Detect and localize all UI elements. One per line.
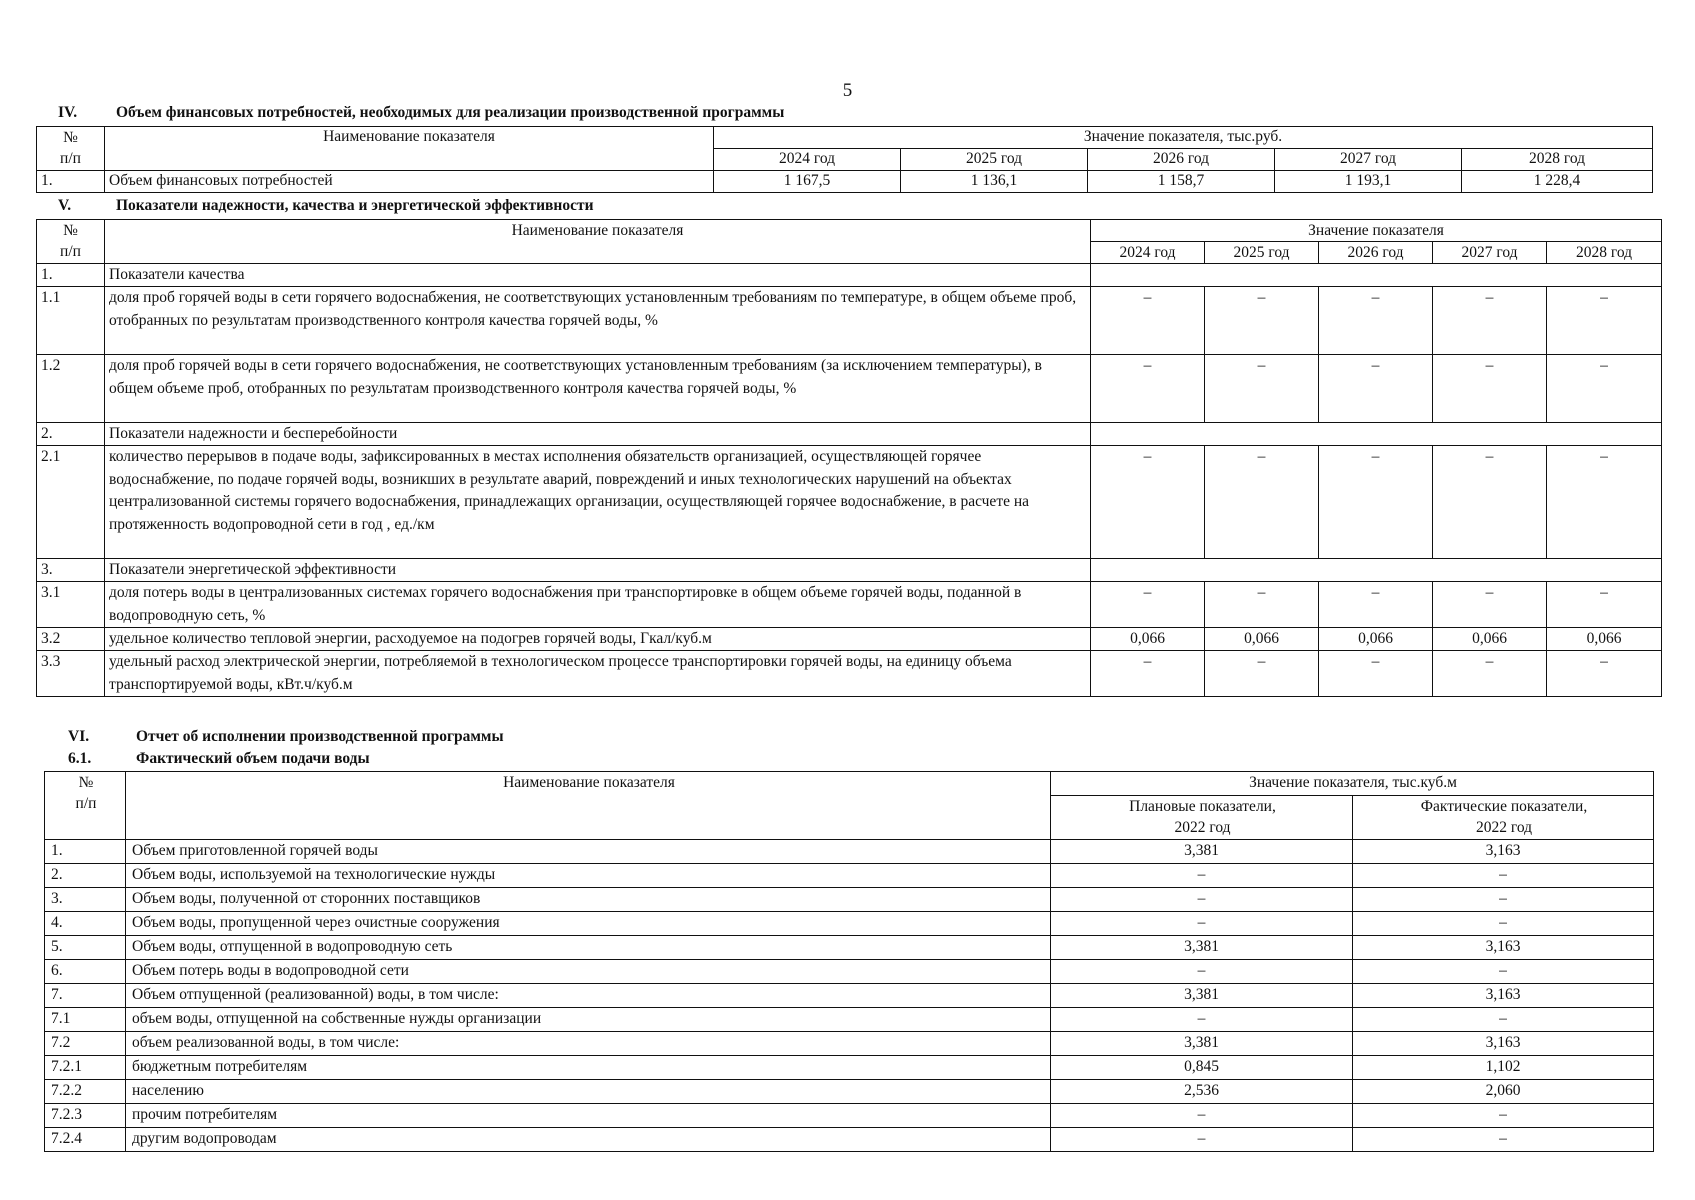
row-value: –: [1319, 582, 1433, 628]
row-value: –: [1433, 355, 1547, 423]
group-row-empty: [1091, 264, 1662, 287]
table-row: [45, 1007, 1654, 1031]
row-number: 3.2: [37, 628, 105, 651]
table-row: [37, 582, 1662, 628]
table-row: [45, 1055, 1654, 1079]
row-fact: 3,163: [1353, 839, 1654, 863]
row-name: Показатели энергетической эффективности: [105, 559, 1091, 582]
row-name: Показатели надежности и бесперебойности: [105, 423, 1091, 446]
row-value: –: [1547, 287, 1662, 355]
section-6-number: VI.: [68, 728, 90, 745]
row-value: –: [1319, 355, 1433, 423]
section-5-title: Показатели надежности, качества и энергетической эффективности: [116, 197, 594, 214]
row-number: 1.1: [37, 287, 105, 355]
col-header-plan: Плановые показатели, 2022 год: [1051, 795, 1353, 839]
row-fact: –: [1353, 911, 1654, 935]
row-name: Показатели качества: [105, 264, 1091, 287]
row-value: –: [1433, 582, 1547, 628]
row-value: 1 158,7: [1088, 171, 1275, 193]
section-6-title: Отчет об исполнении производственной программы: [136, 728, 504, 745]
row-value: 1 228,4: [1462, 171, 1653, 193]
table-row: [45, 1031, 1654, 1055]
row-value: –: [1433, 446, 1547, 559]
row-value: –: [1319, 651, 1433, 697]
row-number: 5.: [45, 935, 126, 959]
col-header-no: № п/п: [37, 127, 105, 171]
row-value: 0,066: [1091, 628, 1205, 651]
col-header-year: 2025 год: [1205, 242, 1319, 264]
row-number: 2.: [37, 423, 105, 446]
row-name: удельное количество тепловой энергии, расходуемое на подогрев горячей воды, Гкал/куб.м: [105, 628, 1091, 651]
row-value: –: [1205, 355, 1319, 423]
row-number: 3.: [37, 559, 105, 582]
col-header-year: 2027 год: [1275, 149, 1462, 171]
row-name: Объем отпущенной (реализованной) воды, в том числе:: [126, 983, 1051, 1007]
row-value: –: [1091, 651, 1205, 697]
col-header-year: 2028 год: [1547, 242, 1662, 264]
row-value: –: [1091, 446, 1205, 559]
table-row: [37, 355, 1662, 423]
section-4-heading: [58, 104, 784, 122]
table-row: [37, 171, 1653, 193]
row-number: 1.: [37, 264, 105, 287]
row-number: 1.: [37, 171, 105, 193]
row-plan: –: [1051, 1103, 1353, 1127]
table-row: [45, 983, 1654, 1007]
row-number: 7.: [45, 983, 126, 1007]
row-number: 7.2.1: [45, 1055, 126, 1079]
row-name: количество перерывов в подаче воды, зафиксированных в местах исполнения обязательств организацией, осуществляющей горячее водоснабжение, по подаче горячей воды, возникших в результате аварий, повреждений и иных технологических нарушений на объектах централизованной системы горячего водоснабжения, принадлежащих организации, осуществляющей горячее водоснабжение, в расчете на протяженность водопроводной сети в год , ед./км: [105, 446, 1091, 559]
row-plan: –: [1051, 887, 1353, 911]
row-name: объем реализованной воды, в том числе:: [126, 1031, 1051, 1055]
row-plan: 0,845: [1051, 1055, 1353, 1079]
row-value: –: [1547, 446, 1662, 559]
row-value: –: [1433, 651, 1547, 697]
row-name: Объем воды, используемой на технологические нужды: [126, 863, 1051, 887]
table-row: [45, 887, 1654, 911]
table-row: [37, 651, 1662, 697]
row-number: 1.2: [37, 355, 105, 423]
row-number: 7.2.3: [45, 1103, 126, 1127]
row-plan: 3,381: [1051, 839, 1353, 863]
table-row: [45, 959, 1654, 983]
col-header-value-group: Значение показателя: [1091, 220, 1662, 242]
row-value: –: [1547, 651, 1662, 697]
row-plan: –: [1051, 1007, 1353, 1031]
table-group-row: [37, 559, 1662, 582]
row-number: 7.2: [45, 1031, 126, 1055]
row-value: –: [1547, 582, 1662, 628]
row-name: прочим потребителям: [126, 1103, 1051, 1127]
section-4-number: IV.: [58, 104, 78, 121]
section-6-1-title: Фактический объем подачи воды: [136, 750, 370, 767]
table-row: [45, 863, 1654, 887]
row-value: –: [1433, 287, 1547, 355]
row-value: 0,066: [1433, 628, 1547, 651]
section-6-heading: [68, 728, 504, 746]
col-header-year: 2028 год: [1462, 149, 1653, 171]
row-plan: –: [1051, 1127, 1353, 1151]
table-row: [45, 935, 1654, 959]
row-number: 6.: [45, 959, 126, 983]
row-value: –: [1205, 582, 1319, 628]
row-plan: –: [1051, 959, 1353, 983]
row-plan: 2,536: [1051, 1079, 1353, 1103]
reliability-quality-table: [36, 219, 1662, 697]
row-value: –: [1205, 287, 1319, 355]
row-number: 2.1: [37, 446, 105, 559]
row-value: 0,066: [1547, 628, 1662, 651]
row-number: 7.2.4: [45, 1127, 126, 1151]
row-value: 0,066: [1205, 628, 1319, 651]
col-header-value-group: Значение показателя, тыс.руб.: [714, 127, 1653, 149]
row-plan: –: [1051, 911, 1353, 935]
row-fact: 3,163: [1353, 935, 1654, 959]
col-header-name: Наименование показателя: [105, 127, 714, 171]
row-number: 3.1: [37, 582, 105, 628]
section-6-1-number: 6.1.: [68, 750, 92, 767]
row-fact: 2,060: [1353, 1079, 1654, 1103]
row-value: –: [1091, 287, 1205, 355]
col-header-fact: Фактические показатели, 2022 год: [1353, 795, 1654, 839]
row-value: –: [1091, 355, 1205, 423]
row-number: 4.: [45, 911, 126, 935]
row-fact: –: [1353, 887, 1654, 911]
row-number: 2.: [45, 863, 126, 887]
table-group-row: [37, 264, 1662, 287]
col-header-year: 2026 год: [1088, 149, 1275, 171]
row-name: Объем воды, пропущенной через очистные сооружения: [126, 911, 1051, 935]
table-row: [37, 287, 1662, 355]
table-row: [37, 446, 1662, 559]
col-header-year: 2026 год: [1319, 242, 1433, 264]
row-plan: 3,381: [1051, 1031, 1353, 1055]
row-name: населению: [126, 1079, 1051, 1103]
table-row: [45, 1103, 1654, 1127]
row-name: другим водопроводам: [126, 1127, 1051, 1151]
section-4-title: Объем финансовых потребностей, необходимых для реализации производственной программы: [116, 104, 785, 121]
financial-needs-table: [36, 126, 1653, 193]
col-header-name: Наименование показателя: [105, 220, 1091, 264]
table-row: [45, 839, 1654, 863]
row-number: 7.1: [45, 1007, 126, 1031]
table-row: [37, 628, 1662, 651]
table-row: [45, 1079, 1654, 1103]
col-header-value-group: Значение показателя, тыс.куб.м: [1051, 772, 1654, 796]
row-name: Объем приготовленной горячей воды: [126, 839, 1051, 863]
row-plan: 3,381: [1051, 935, 1353, 959]
row-fact: 3,163: [1353, 983, 1654, 1007]
row-name: Объем воды, полученной от сторонних поставщиков: [126, 887, 1051, 911]
row-name: объем воды, отпущенной на собственные нужды организации: [126, 1007, 1051, 1031]
row-value: –: [1319, 287, 1433, 355]
col-header-no: № п/п: [37, 220, 105, 264]
section-5-number: V.: [58, 197, 72, 214]
row-value: –: [1547, 355, 1662, 423]
row-fact: –: [1353, 863, 1654, 887]
row-plan: 3,381: [1051, 983, 1353, 1007]
row-number: 3.3: [37, 651, 105, 697]
col-header-name: Наименование показателя: [126, 772, 1051, 840]
row-name: Объем финансовых потребностей: [105, 171, 714, 193]
col-header-no: № п/п: [45, 772, 126, 840]
col-header-year: 2024 год: [1091, 242, 1205, 264]
row-name: бюджетным потребителям: [126, 1055, 1051, 1079]
col-header-year: 2027 год: [1433, 242, 1547, 264]
section-6-1-heading: [68, 750, 370, 768]
water-supply-report-table: [44, 771, 1654, 1152]
row-plan: –: [1051, 863, 1353, 887]
row-number: 1.: [45, 839, 126, 863]
row-fact: 1,102: [1353, 1055, 1654, 1079]
row-value: 1 136,1: [901, 171, 1088, 193]
row-fact: –: [1353, 959, 1654, 983]
row-name: доля проб горячей воды в сети горячего водоснабжения, не соответствующих установленным требованиям по температуре, в общем объеме проб, отобранных по результатам производственного контроля качества горячей воды, %: [105, 287, 1091, 355]
row-fact: 3,163: [1353, 1031, 1654, 1055]
table-row: [45, 911, 1654, 935]
row-value: –: [1205, 446, 1319, 559]
col-header-year: 2024 год: [714, 149, 901, 171]
row-fact: –: [1353, 1007, 1654, 1031]
table-row: [45, 1127, 1654, 1151]
row-value: –: [1319, 446, 1433, 559]
col-header-year: 2025 год: [901, 149, 1088, 171]
row-number: 7.2.2: [45, 1079, 126, 1103]
table-group-row: [37, 423, 1662, 446]
row-name: доля потерь воды в централизованных системах горячего водоснабжения при транспортировке в общем объеме горячей воды, поданной в водопроводную сеть, %: [105, 582, 1091, 628]
row-fact: –: [1353, 1127, 1654, 1151]
row-value: 1 193,1: [1275, 171, 1462, 193]
group-row-empty: [1091, 423, 1662, 446]
row-name: Объем потерь воды в водопроводной сети: [126, 959, 1051, 983]
row-value: –: [1091, 582, 1205, 628]
row-value: –: [1205, 651, 1319, 697]
row-fact: –: [1353, 1103, 1654, 1127]
group-row-empty: [1091, 559, 1662, 582]
page-number: 5: [842, 80, 853, 101]
section-5-heading: [58, 197, 594, 215]
row-name: доля проб горячей воды в сети горячего водоснабжения, не соответствующих установленным требованиям (за исключением температуры), в общем объеме проб, отобранных по результатам производственного контроля качества горячей воды, %: [105, 355, 1091, 423]
row-name: Объем воды, отпущенной в водопроводную сеть: [126, 935, 1051, 959]
row-value: 0,066: [1319, 628, 1433, 651]
row-name: удельный расход электрической энергии, потребляемой в технологическом процессе транспортировки горячей воды, на единицу объема транспортируемой воды, кВт.ч/куб.м: [105, 651, 1091, 697]
row-value: 1 167,5: [714, 171, 901, 193]
row-number: 3.: [45, 887, 126, 911]
